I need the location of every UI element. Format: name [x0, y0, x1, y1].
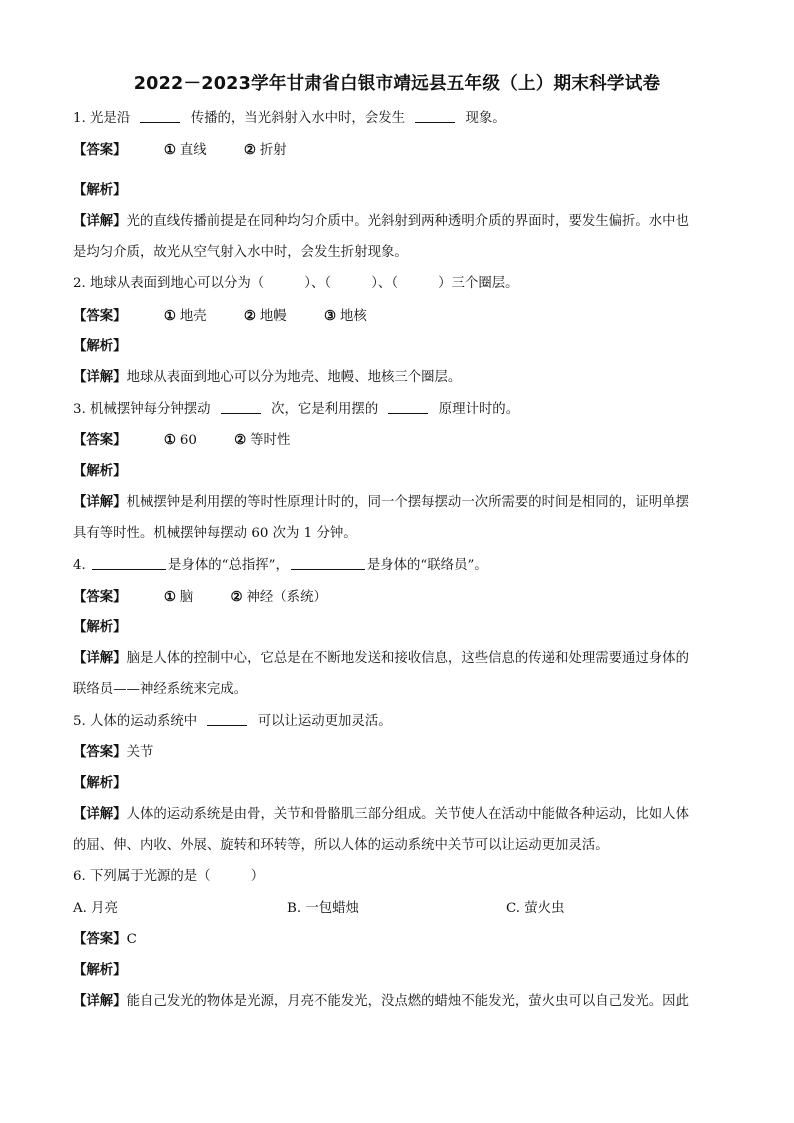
analysis-1: 【解析】 [73, 183, 127, 198]
detail-3-cont: 具有等时性。机械摆钟每摆动 60 次为 1 分钟。 [73, 526, 357, 541]
option-a: A. 月亮 [73, 901, 118, 916]
blank [388, 399, 428, 414]
option-b: B. 一包蜡烛 [287, 901, 359, 916]
option-c: C. 萤火虫 [506, 901, 565, 916]
question-1: 1. 光是沿 传播的，当光斜射入水中时，会发生 现象。 [73, 108, 506, 129]
question-2: 2. 地球从表面到地心可以分为（ ）、（ ）、（ ）三个圈层。 [73, 276, 519, 291]
question-4: 4. 是身体的“总指挥”， 是身体的“联络员”。 [73, 555, 488, 576]
analysis-6: 【解析】 [73, 963, 127, 978]
blank [415, 108, 455, 123]
detail-3: 【详解】机械摆钟是利用摆的等时性原理计时的，同一个摆每摆动一次所需要的时间是相同的，证明单摆 [73, 495, 689, 510]
detail-1: 【详解】光的直线传播前提是在同种均匀介质中。光斜射到两种透明介质的界面时，要发生偏折。水中也 [73, 214, 689, 229]
blank [207, 711, 247, 726]
question-3: 3. 机械摆钟每分钟摆动 次，它是利用摆的 原理计时的。 [73, 399, 519, 420]
detail-4: 【详解】脑是人体的控制中心，它总是在不断地发送和接收信息，这些信息的传递和处理需要通过身体的 [73, 651, 689, 666]
blank [291, 555, 365, 570]
question-6: 6. 下列属于光源的是（ ） [73, 869, 265, 884]
detail-2: 【详解】地球从表面到地心可以分为地壳、地幔、地核三个圈层。 [73, 370, 462, 385]
answer-6: 【答案】C [73, 932, 137, 947]
blank [221, 399, 261, 414]
detail-1-cont: 是均匀介质，故光从空气射入水中时，会发生折射现象。 [73, 245, 408, 260]
question-5: 5. 人体的运动系统中 可以让运动更加灵活。 [73, 711, 392, 732]
analysis-5: 【解析】 [73, 776, 127, 791]
answer-5: 【答案】关节 [73, 745, 154, 760]
page-title: 2022－2023学年甘肃省白银市靖远县五年级（上）期末科学试卷 [133, 74, 661, 94]
answer-1: 【答案】 ① 直线 ② 折射 [73, 142, 287, 158]
answer-3: 【答案】 ① 60 ② 等时性 [73, 432, 291, 448]
answer-2: 【答案】 ① 地壳 ② 地幔 ③ 地核 [73, 308, 367, 324]
analysis-4: 【解析】 [73, 620, 127, 635]
detail-6: 【详解】能自己发光的物体是光源，月亮不能发光，没点燃的蜡烛不能发光，萤火虫可以自己发光。因此 [73, 994, 689, 1009]
analysis-3: 【解析】 [73, 464, 127, 479]
detail-4-cont: 联络员——神经系统来完成。 [73, 682, 248, 697]
detail-5-cont: 的屈、伸、内收、外展、旋转和环转等，所以人体的运动系统中关节可以让运动更加灵活。 [73, 838, 609, 853]
analysis-2: 【解析】 [73, 339, 127, 354]
blank [140, 108, 180, 123]
answer-4: 【答案】 ① 脑 ② 神经（系统） [73, 589, 327, 605]
detail-5: 【详解】人体的运动系统是由骨，关节和骨骼肌三部分组成。关节使人在活动中能做各种运动，比如人体 [73, 807, 689, 822]
blank [92, 555, 166, 570]
